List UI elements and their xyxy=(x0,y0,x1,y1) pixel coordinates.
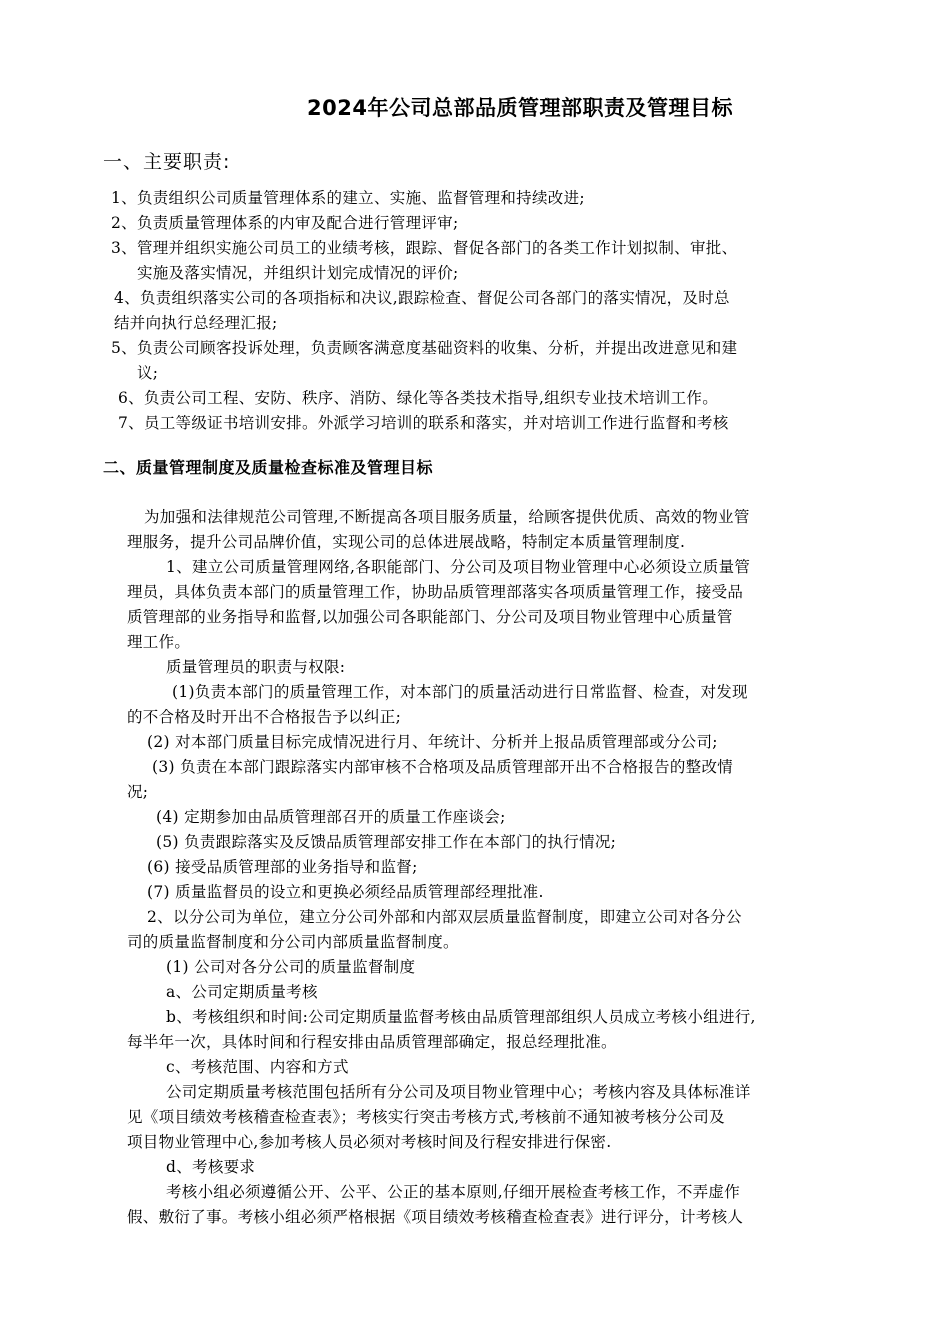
paragraph-line: 司的质量监督制度和分公司内部质量监督制度。 xyxy=(127,933,459,951)
paragraph-line: 的不合格及时开出不合格报告予以纠正; xyxy=(127,708,402,726)
section1-heading: 一、主要职责: xyxy=(103,151,231,173)
paragraph-line: 考核小组必须遵循公开、公平、公正的基本原则,仔细开展检查考核工作，不弄虚作 xyxy=(166,1183,741,1201)
paragraph-line: (6) 接受品质管理部的业务指导和监督; xyxy=(147,858,418,876)
document-title: 2024年公司总部品质管理部职责及管理目标 xyxy=(307,96,733,120)
list-item-continuation: 结并向执行总经理汇报; xyxy=(114,314,278,332)
section2-heading: 二、质量管理制度及质量检查标准及管理目标 xyxy=(103,458,434,477)
list-item-continuation: 实施及落实情况，并组织计划完成情况的评价; xyxy=(137,264,459,282)
paragraph-line: (5) 负责跟踪落实及反馈品质管理部安排工作在本部门的执行情况; xyxy=(156,833,617,851)
paragraph-line: 为加强和法律规范公司管理,不断提高各项目服务质量，给顾客提供优质、高效的物业管 xyxy=(144,508,750,526)
list-item: 5、负责公司顾客投诉处理，负责顾客满意度基础资料的收集、分析，并提出改进意见和建 xyxy=(111,339,738,357)
paragraph-line: 假、敷衍了事。考核小组必须严格根据《项目绩效考核稽查检查表》进行评分，计考核人 xyxy=(127,1208,744,1226)
paragraph-line: 2、以分公司为单位，建立分公司外部和内部双层质量监督制度，即建立公司对各分公 xyxy=(147,908,742,926)
list-item: 7、员工等级证书培训安排。外派学习培训的联系和落实，并对培训工作进行监督和考核 xyxy=(118,414,729,432)
paragraph-line: 公司定期质量考核范围包括所有分公司及项目物业管理中心；考核内容及具体标准详 xyxy=(166,1083,751,1101)
paragraph-line: 理员，具体负责本部门的质量管理工作，协助品质管理部落实各项质量管理工作，接受品 xyxy=(127,583,744,601)
paragraph-line: 质管理部的业务指导和监督,以加强公司各职能部门、分公司及项目物业管理中心质量管 xyxy=(127,608,733,626)
paragraph-line: 质量管理员的职责与权限: xyxy=(166,658,346,676)
paragraph-line: 项目物业管理中心,参加考核人员必须对考核时间及行程安排进行保密. xyxy=(127,1133,612,1151)
paragraph-line: b、考核组织和时间:公司定期质量监督考核由品质管理部组织人员成立考核小组进行, xyxy=(166,1008,756,1026)
paragraph-line: 况; xyxy=(127,783,149,801)
list-item: 3、管理并组织实施公司员工的业绩考核，跟踪、督促各部门的各类工作计划拟制、审批、 xyxy=(111,239,738,257)
list-item: 6、负责公司工程、安防、秩序、消防、绿化等各类技术指导,组织专业技术培训工作。 xyxy=(118,389,718,407)
list-item: 4、负责组织落实公司的各项指标和决议,跟踪检查、督促公司各部门的落实情况，及时总 xyxy=(114,289,730,307)
list-item: 1、负责组织公司质量管理体系的建立、实施、监督管理和持续改进; xyxy=(111,189,585,207)
paragraph-line: 1、建立公司质量管理网络,各职能部门、分公司及项目物业管理中心必须设立质量管 xyxy=(166,558,751,576)
paragraph-line: (4) 定期参加由品质管理部召开的质量工作座谈会; xyxy=(156,808,506,826)
paragraph-line: (2) 对本部门质量目标完成情况进行月、年统计、分析并上报品质管理部或分公司; xyxy=(147,733,718,751)
paragraph-line: 理工作。 xyxy=(127,633,191,651)
paragraph-line: a、公司定期质量考核 xyxy=(166,983,318,1001)
paragraph-line: 见《项目绩效考核稽查检查表》；考核实行突击考核方式,考核前不通知被考核分公司及 xyxy=(127,1108,725,1126)
list-item: 2、负责质量管理体系的内审及配合进行管理评审; xyxy=(111,214,459,232)
paragraph-line: 每半年一次，具体时间和行程安排由品质管理部确定，报总经理批准。 xyxy=(127,1033,617,1051)
paragraph-line: (3) 负责在本部门跟踪落实内部审核不合格项及品质管理部开出不合格报告的整改情 xyxy=(152,758,734,776)
paragraph-line: (1) 公司对各分公司的质量监督制度 xyxy=(166,958,416,976)
paragraph-line: d、考核要求 xyxy=(166,1158,256,1176)
paragraph-line: c、考核范围、内容和方式 xyxy=(166,1058,349,1076)
list-item-continuation: 议; xyxy=(137,364,159,382)
paragraph-line: 理服务，提升公司品牌价值，实现公司的总体进展战略，特制定本质量管理制度. xyxy=(127,533,686,551)
paragraph-line: (1)负责本部门的质量管理工作，对本部门的质量活动进行日常监督、检查，对发现 xyxy=(172,683,748,701)
paragraph-line: (7) 质量监督员的设立和更换必须经品质管理部经理批准. xyxy=(147,883,544,901)
